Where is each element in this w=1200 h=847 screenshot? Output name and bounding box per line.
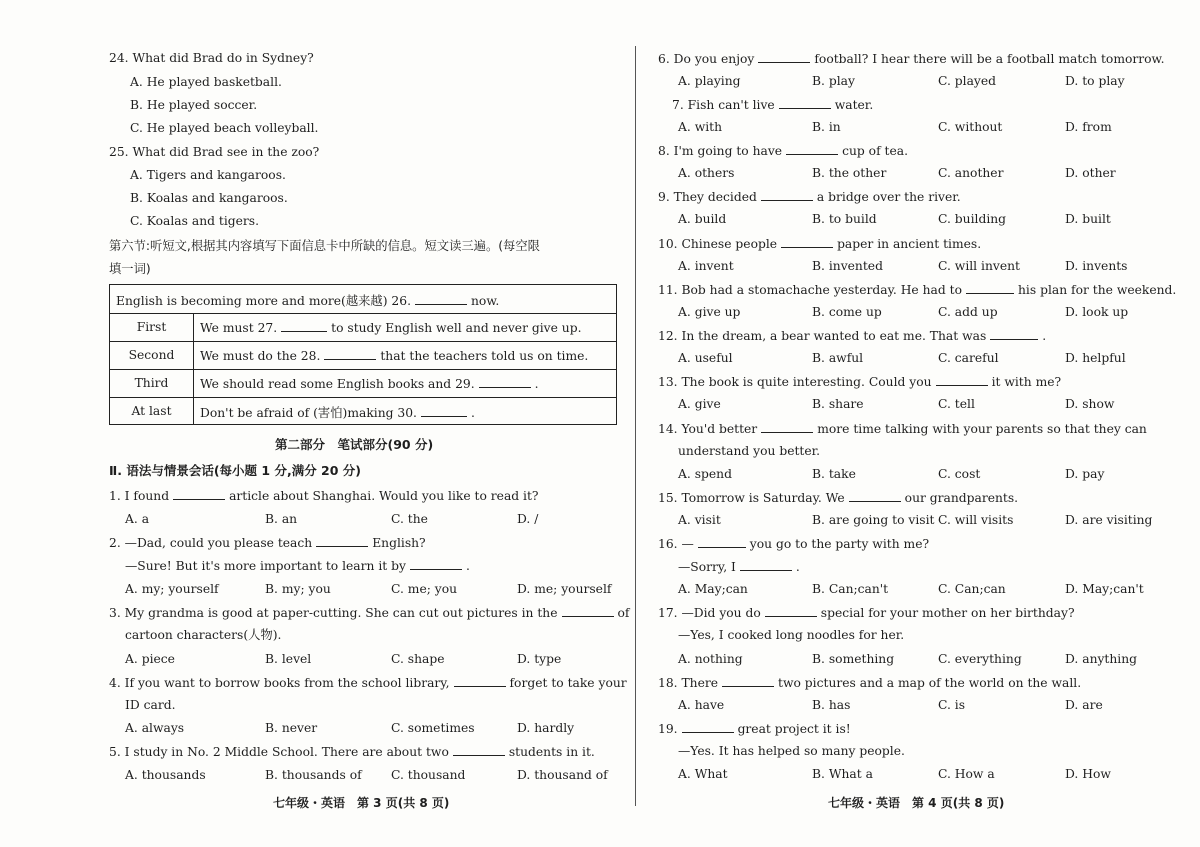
q15-option-b: B. are going to visit [812,513,935,527]
q9-option-a: A. build [678,212,727,226]
question-17-line2: —Yes, I cooked long noodles for her. [678,628,905,642]
q24-option-b: B. He played soccer. [130,98,258,112]
q19-option-c: C. How a [938,767,995,781]
q8-option-b: B. the other [812,166,887,180]
question-2-line2: —Sure! But it's more important to learn it by . [125,559,470,573]
question-18: 18. There two pictures and a map of the world on the wall. [658,676,1082,690]
q17-option-c: C. everything [938,652,1022,666]
part2-title: 第二部分 笔试部分(90 分) [275,437,434,452]
q10-option-c: C. will invent [938,259,1020,273]
question-4: 4. If you want to borrow books from the school library, forget to take your [109,676,627,690]
q17-option-a: A. nothing [678,652,743,666]
q10-option-b: B. invented [812,259,883,273]
question-24: 24. What did Brad do in Sydney? [109,51,314,65]
q25-option-b: B. Koalas and kangaroos. [130,191,288,205]
blank-28 [324,347,376,360]
blank-27 [281,319,327,332]
question-3: 3. My grandma is good at paper-cutting. She can cut out pictures in the of [109,606,630,620]
blank-29 [479,375,531,388]
q5-option-c: C. thousand [391,768,466,782]
q7-option-d: D. from [1065,120,1112,134]
q8-option-d: D. other [1065,166,1116,180]
q7-option-b: B. in [812,120,841,134]
q14-option-a: A. spend [678,467,732,481]
part2-heading: Ⅱ. 语法与情景会话(每小题 1 分,满分 20 分) [109,463,362,478]
q2-option-c: C. me; you [391,582,458,596]
info-card-table [109,284,617,425]
question-11: 11. Bob had a stomachache yesterday. He had to his plan for the weekend. [658,283,1177,297]
question-9: 9. They decided a bridge over the river. [658,190,961,204]
q7-option-a: A. with [678,120,723,134]
q11-option-c: C. add up [938,305,998,319]
q4-option-b: B. never [265,721,318,735]
q16-option-a: A. May;can [678,582,748,596]
q13-option-a: A. give [678,397,721,411]
q15-option-d: D. are visiting [1065,513,1153,527]
row-label: At last [110,398,194,425]
q5-option-a: A. thousands [125,768,206,782]
q17-option-b: B. something [812,652,895,666]
section6-instruction-cont: 填一词) [109,262,151,276]
page-divider [635,46,636,806]
q15-option-c: C. will visits [938,513,1014,527]
q1-option-c: C. the [391,512,428,526]
question-1: 1. I found article about Shanghai. Would you like to read it? [109,489,539,503]
table-row [110,341,616,369]
q3-option-b: B. level [265,652,312,666]
q6-option-d: D. to play [1065,74,1125,88]
question-8: 8. I'm going to have cup of tea. [658,144,909,158]
q9-option-b: B. to build [812,212,877,226]
question-6: 6. Do you enjoy football? I hear there will be a football match tomorrow. [658,52,1165,66]
q5-option-d: D. thousand of [517,768,608,782]
q13-option-c: C. tell [938,397,975,411]
q12-option-c: C. careful [938,351,999,365]
q19-option-d: D. How [1065,767,1111,781]
q19-option-a: A. What [678,767,728,781]
q13-option-d: D. show [1065,397,1115,411]
q14-option-c: C. cost [938,467,981,481]
q11-option-d: D. look up [1065,305,1129,319]
section6-instruction: 第六节:听短文,根据其内容填写下面信息卡中所缺的信息。短文读三遍。(每空限 [109,239,540,253]
q6-option-c: C. played [938,74,997,88]
table-header: English is becoming more and more(越来越) 26. now. [116,294,500,308]
table-row [110,313,616,341]
q12-option-d: D. helpful [1065,351,1126,365]
question-16: 16. — you go to the party with me? [658,537,930,551]
q2-option-a: A. my; yourself [125,582,219,596]
question-5: 5. I study in No. 2 Middle School. There are about two students in it. [109,745,595,759]
q16-option-c: C. Can;can [938,582,1006,596]
table-row [110,397,616,425]
blank-26 [415,292,467,305]
question-7: 7. Fish can't live water. [672,98,874,112]
q15-option-a: A. visit [678,513,721,527]
q5-option-b: B. thousands of [265,768,362,782]
blank-30 [421,404,467,417]
q2-option-d: D. me; yourself [517,582,612,596]
q18-option-b: B. has [812,698,851,712]
q14-option-d: D. pay [1065,467,1105,481]
q19-option-b: B. What a [812,767,873,781]
q12-option-a: A. useful [678,351,733,365]
question-14-line2: understand you better. [678,444,821,458]
q16-option-d: D. May;can't [1065,582,1144,596]
question-14: 14. You'd better more time talking with your parents so that they can [658,422,1147,436]
q16-option-b: B. Can;can't [812,582,889,596]
table-row [110,369,616,397]
row-content: Don't be afraid of (害怕)making 30. . [200,406,475,420]
question-4-line2: ID card. [125,698,176,712]
q9-option-d: D. built [1065,212,1111,226]
page-footer: 七年级・英语 第 3 页(共 8 页) [273,796,450,810]
q4-option-a: A. always [125,721,185,735]
question-19-line2: —Yes. It has helped so many people. [678,744,905,758]
q11-option-a: A. give up [678,305,741,319]
q10-option-a: A. invent [678,259,734,273]
q6-option-a: A. playing [678,74,741,88]
q4-option-c: C. sometimes [391,721,475,735]
q4-option-d: D. hardly [517,721,575,735]
question-15: 15. Tomorrow is Saturday. We our grandparents. [658,491,1019,505]
q14-option-b: B. take [812,467,856,481]
q18-option-d: D. are [1065,698,1103,712]
row-label: First [110,314,194,341]
q1-option-d: D. / [517,512,539,526]
question-19: 19. great project it is! [658,722,851,736]
q1-option-b: B. an [265,512,298,526]
q1-option-a: A. a [125,512,150,526]
q8-option-a: A. others [678,166,735,180]
row-content: We must do the 28. that the teachers told us on time. [200,349,589,363]
question-2: 2. —Dad, could you please teach English? [109,536,426,550]
q10-option-d: D. invents [1065,259,1128,273]
q18-option-c: C. is [938,698,966,712]
question-13: 13. The book is quite interesting. Could you it with me? [658,375,1062,389]
q12-option-b: B. awful [812,351,864,365]
page-footer: 七年级・英语 第 4 页(共 8 页) [828,796,1005,810]
q6-option-b: B. play [812,74,855,88]
q13-option-b: B. share [812,397,864,411]
q3-option-a: A. piece [125,652,175,666]
question-17: 17. —Did you do special for your mother on her birthday? [658,606,1075,620]
q25-option-c: C. Koalas and tigers. [130,214,260,228]
q11-option-b: B. come up [812,305,882,319]
q18-option-a: A. have [678,698,725,712]
q8-option-c: C. another [938,166,1004,180]
q3-option-c: C. shape [391,652,445,666]
row-label: Third [110,370,194,397]
question-16-line2: —Sorry, I . [678,560,800,574]
question-3-line2: cartoon characters(人物). [125,628,282,642]
q24-option-c: C. He played beach volleyball. [130,121,319,135]
q3-option-d: D. type [517,652,562,666]
q7-option-c: C. without [938,120,1003,134]
question-12: 12. In the dream, a bear wanted to eat me. That was . [658,329,1047,343]
question-10: 10. Chinese people paper in ancient times. [658,237,982,251]
q17-option-d: D. anything [1065,652,1138,666]
q24-option-a: A. He played basketball. [130,75,282,89]
row-content: We must 27. to study English well and never give up. [200,321,582,335]
row-label: Second [110,342,194,369]
row-content: We should read some English books and 29. . [200,377,539,391]
q2-option-b: B. my; you [265,582,331,596]
question-25: 25. What did Brad see in the zoo? [109,145,320,159]
q9-option-c: C. building [938,212,1007,226]
q25-option-a: A. Tigers and kangaroos. [130,168,286,182]
